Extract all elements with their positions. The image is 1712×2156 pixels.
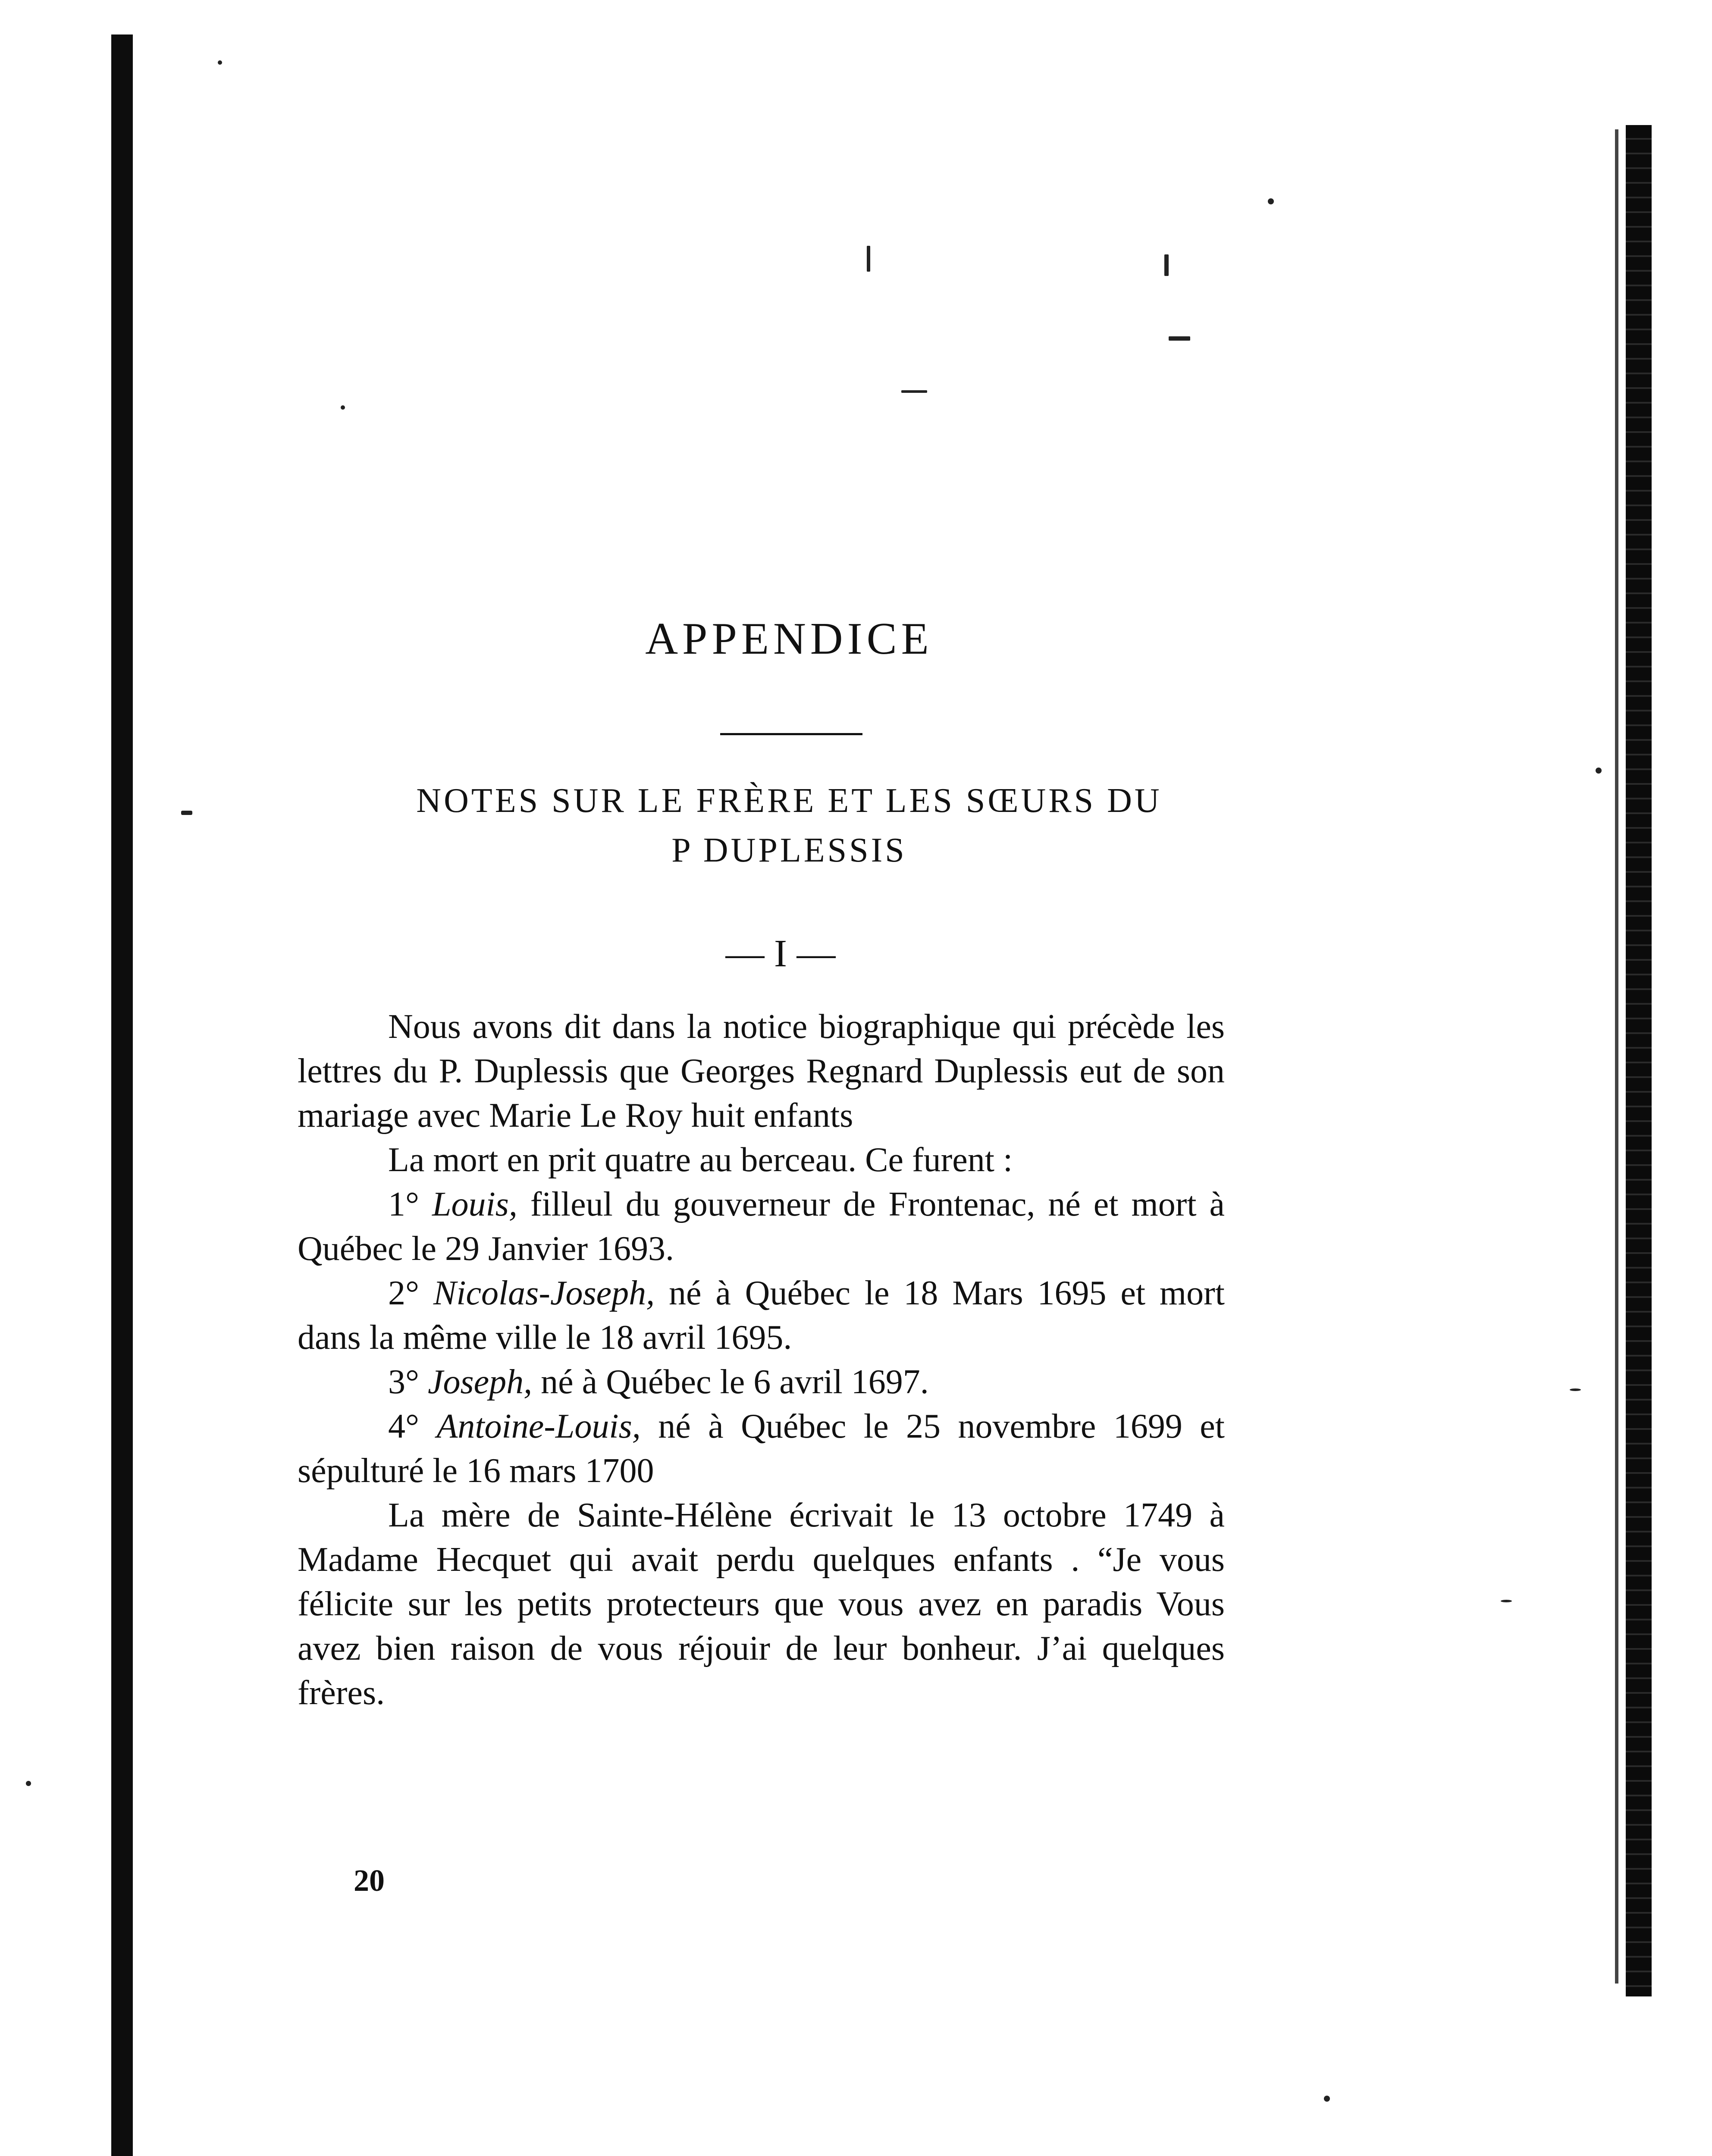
scan-speck xyxy=(26,1781,31,1786)
item-text: né à Québec le 25 novembre 1699 et sépulturé le 16 mars 1700 xyxy=(298,1407,1225,1490)
item-text: filleul du gouverneur de Frontenac, né et mort à Québec le 29 Janvier 1693. xyxy=(298,1185,1225,1268)
scan-speck xyxy=(901,390,927,393)
scan-speck xyxy=(867,246,870,272)
item-name: Joseph, xyxy=(428,1363,533,1401)
scan-edge-right-line xyxy=(1615,129,1618,1984)
subtitle-line: NOTES SUR LE FRÈRE ET LES SŒURS DU xyxy=(416,782,1162,820)
scan-speck xyxy=(1268,198,1274,204)
title-rule xyxy=(720,733,862,735)
paragraph: La mère de Sainte-Hélène écrivait le 13 octobre 1749 à Madame Hecquet qui avait perdu quelques enfants . “Je vous félicite sur les petits protecteurs que vous avez en paradis Vous avez bien raison de vous réjouir de leur bonheur. J’ai quelques frères. xyxy=(298,1496,1225,1712)
item-number: 3° xyxy=(388,1363,419,1401)
scan-speck xyxy=(1324,2096,1330,2102)
page-subtitle xyxy=(302,776,1276,875)
page-number: 20 xyxy=(354,1863,385,1898)
body-text xyxy=(298,1005,1225,1715)
scan-speck xyxy=(218,60,222,65)
scan-speck xyxy=(181,811,192,815)
scan-speck xyxy=(1596,768,1602,774)
scan-speck xyxy=(1501,1600,1512,1602)
item-name: Antoine-Louis, xyxy=(436,1407,641,1445)
scan-speck xyxy=(1169,336,1190,341)
scan-speck xyxy=(341,405,345,410)
item-text: né à Québec le 18 Mars 1695 et mort dans la même ville le 18 avril 1695. xyxy=(298,1274,1225,1357)
list-item xyxy=(298,1182,1225,1271)
section-heading: — I — xyxy=(725,932,836,975)
list-item xyxy=(298,1404,1225,1493)
item-name: Louis, xyxy=(432,1185,517,1223)
paragraph: La mort en prit quatre au berceau. Ce furent : xyxy=(388,1141,1013,1179)
item-number: 1° xyxy=(388,1185,419,1223)
item-number: 4° xyxy=(388,1407,419,1445)
scan-edge-right xyxy=(1626,125,1652,1996)
scan-speck xyxy=(1164,254,1169,276)
paragraph: Nous avons dit dans la notice biographique qui précède les lettres du P. Duplessis que Georges Regnard Duplessis eut de son mariage avec Marie Le Roy huit enfants xyxy=(298,1008,1225,1134)
scan-speck xyxy=(1570,1388,1581,1391)
list-item xyxy=(298,1271,1225,1360)
subtitle-line: P DUPLESSIS xyxy=(671,831,907,869)
list-item xyxy=(298,1360,1225,1404)
item-text: né à Québec le 6 avril 1697. xyxy=(541,1363,929,1401)
scan-edge-left xyxy=(111,34,133,2156)
item-number: 2° xyxy=(388,1274,419,1312)
page-title-text: APPENDICE xyxy=(645,613,933,664)
item-name: Nicolas-Joseph, xyxy=(433,1274,655,1312)
